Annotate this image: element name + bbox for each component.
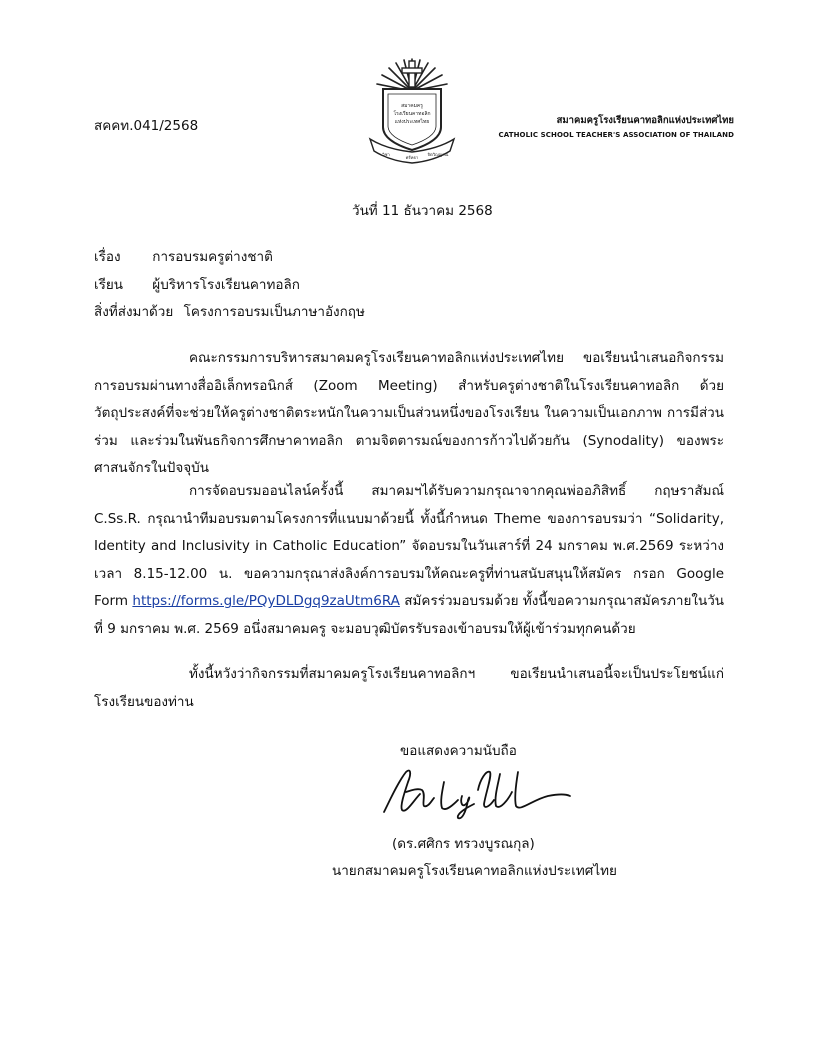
body-paragraph-1-text: คณะกรรมการบริหารสมาคมครูโรงเรียนคาทอลิกแห่งประเทศไทย ขอเรียนนำเสนอกิจกรรมการอบรมผ่านทางสื่ออิเล็กทรอนิกส์ (Zoom Meeting) สำหรับครูต่างชาติในโรงเรียนคาทอลิก ด้วยวัตถุประสงค์ที่จะช่วยให้ครูต่างชาติตระหนักในความเป็นส่วนหนึ่งของโรงเรียน ในความเป็นเอกภาพ การมีส่วนร่วม และร่วมในพันธกิจการศึกษาคาทอลิก ตามจิตตารมณ์ของการก้าวไปด้วยกัน (Synodality) ของพระศาสนจักรในปัจจุบัน xyxy=(94,350,724,476)
recipient-row xyxy=(94,272,300,300)
google-form-link[interactable]: https://forms.gle/PQyDLDgq9zaUtm6RA xyxy=(132,593,400,609)
enclosure-row xyxy=(94,299,365,327)
handwritten-signature-icon xyxy=(376,760,576,826)
signer-name: (ดร.ศศิกร ทรวงบูรณกุล) xyxy=(392,836,535,852)
body-paragraph-1 xyxy=(94,345,724,483)
reference-number: สคคท.041/2568 xyxy=(94,118,199,134)
svg-text:แห่งประเทศไทย: แห่งประเทศไทย xyxy=(394,119,430,125)
signer-title: นายกสมาคมครูโรงเรียนคาทอลิกแห่งประเทศไทย xyxy=(332,863,617,879)
recipient-value: ผู้บริหารโรงเรียนคาทอลิก xyxy=(152,277,300,293)
organization-name-english: CATHOLIC SCHOOL TEACHER'S ASSOCIATION OF THAILAND xyxy=(498,131,734,139)
organization-name xyxy=(499,114,734,142)
subject-value: การอบรมครูต่างชาติ xyxy=(152,249,273,265)
body-paragraph-2-text: การจัดอบรมออนไลน์ครั้งนี้ สมาคมฯได้รับความกรุณาจากคุณพ่ออภิสิทธิ์ กฤษราสัมณ์ C.Ss.R. กรุณานำทีมอบรมตามโครงการที่แนบมาด้วยนี้ ทั้งนี้กำหนด Theme ของการอบรมว่า “Solidarity, Identity and Inclusivity in Catholic Education” จัดอบรมในวันเสาร์ที่ 24 มกราคม พ.ศ.2569 ระหว่างเวลา 8.15-12.00 น. ขอความกรุณาส่งลิงค์การอบรมให้คณะครูที่ท่านสนับสนุนให้สมัคร กรอก Google Form xyxy=(94,483,724,609)
letter-date: วันที่ 11 ธันวาคม 2568 xyxy=(352,203,493,219)
subject-row xyxy=(94,244,273,272)
svg-text:จิตวิญญาณ: จิตวิญญาณ xyxy=(427,152,449,157)
recipient-label: เรียน xyxy=(94,277,124,293)
body-paragraph-3-text: ทั้งนี้หวังว่ากิจกรรมที่สมาคมครูโรงเรียนคาทอลิกฯ ขอเรียนนำเสนอนี้จะเป็นประโยชน์แก่โรงเรียนของท่าน xyxy=(94,666,724,710)
body-paragraph-3 xyxy=(94,661,724,716)
body-paragraph-2 xyxy=(94,478,724,643)
enclosure-label: สิ่งที่ส่งมาด้วย xyxy=(94,304,174,320)
svg-text:โรงเรียนคาทอลิก: โรงเรียนคาทอลิก xyxy=(393,111,431,117)
subject-label: เรื่อง xyxy=(94,249,121,265)
svg-text:วิชา: วิชา xyxy=(382,152,390,157)
association-logo-icon xyxy=(366,55,458,165)
svg-text:ศรัทธา: ศรัทธา xyxy=(405,155,419,160)
svg-text:สมาคมครู: สมาคมครู xyxy=(401,103,423,109)
closing-salutation: ขอแสดงความนับถือ xyxy=(400,743,517,759)
organization-name-thai: สมาคมครูโรงเรียนคาทอลิกแห่งประเทศไทย xyxy=(556,115,734,126)
body-paragraph-2-text-after-link: สมัครร่วมอบรมด้วย ทั้งนี้ขอความกรุณาสมัครภายในวันที่ 9 มกราคม พ.ศ. 2569 อนึ่งสมาคมครู จะมอบวุฒิบัตรรับรองเข้าอบรมให้ผู้เข้าร่วมทุกคนด้วย xyxy=(94,593,724,637)
enclosure-value: โครงการอบรมเป็นภาษาอังกฤษ xyxy=(183,304,365,320)
